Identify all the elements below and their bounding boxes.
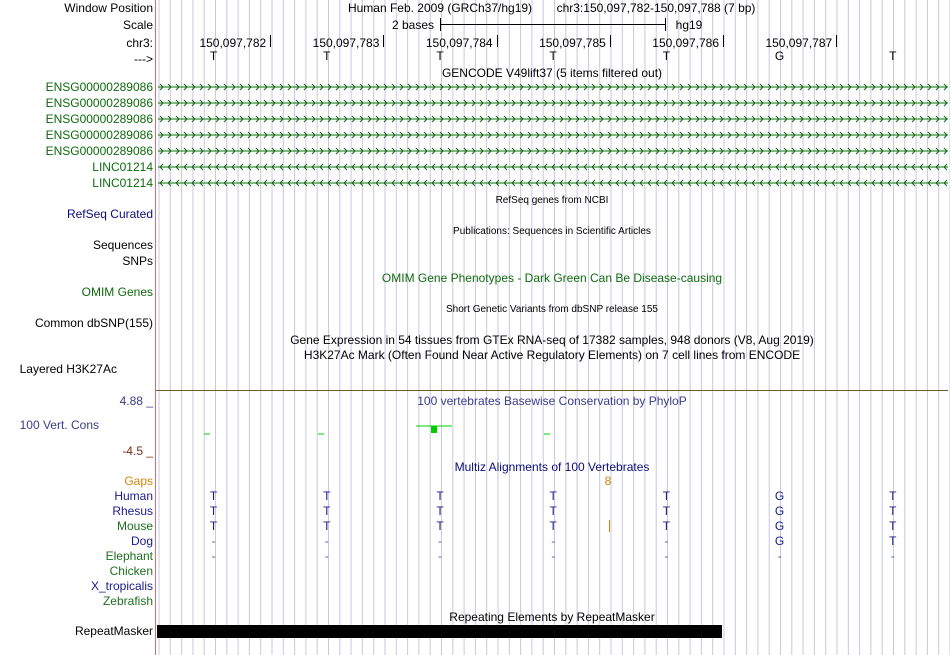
base-letter: T (209, 49, 218, 63)
h3k27ac-baseline (156, 390, 948, 391)
species-base: - (664, 534, 669, 548)
gencode-item-label[interactable]: ENSG00000289086 (45, 112, 153, 126)
species-base: G (774, 519, 785, 533)
dbsnp-title: Short Genetic Variants from dbSNP release 155 (446, 304, 658, 315)
base-letter: T (549, 49, 557, 63)
species-base: T (323, 504, 331, 518)
chrom-position-label: 150,097,783 (312, 36, 380, 50)
gencode-item-label[interactable]: ENSG00000289086 (45, 144, 153, 158)
cons-title: 100 vertebrates Basewise Conservation by PhyloP (417, 394, 687, 408)
chrom-tick (383, 35, 384, 47)
chrom-position-label: 150,097,786 (652, 36, 719, 50)
species-base: T (549, 519, 557, 533)
insertion-marker (609, 520, 610, 532)
species-base: - (324, 534, 329, 548)
scale-bar (440, 24, 666, 25)
repeatmasker-title: Repeating Elements by RepeatMasker (449, 610, 655, 624)
species-label[interactable]: Mouse (116, 519, 153, 533)
chrom-position-label: 150,097,784 (425, 36, 493, 50)
omim-title: OMIM Gene Phenotypes - Dark Green Can Be Disease-causing (381, 271, 723, 285)
scale-db: hg19 (675, 18, 703, 32)
base-letter: T (889, 49, 897, 63)
cons-max-label: 4.88 _ (119, 394, 153, 408)
species-label[interactable]: X_tropicalis (90, 579, 153, 593)
chrom-position-label: 150,097,787 (765, 36, 833, 50)
strand-label: ---> (134, 52, 153, 66)
gene-feature-line[interactable] (158, 146, 948, 156)
publications-title: Publications: Sequences in Scientific Articles (453, 226, 651, 237)
species-label[interactable]: Elephant (105, 549, 153, 563)
window-position-label: Window Position (64, 1, 153, 15)
species-base: T (209, 519, 218, 533)
species-base: - (777, 549, 782, 563)
species-label[interactable]: Human (114, 489, 153, 503)
species-base: G (774, 489, 785, 503)
track-left-border (155, 0, 156, 655)
gene-feature-line[interactable] (158, 82, 948, 92)
snps-label[interactable]: SNPs (122, 254, 153, 268)
species-base: T (889, 534, 897, 548)
coordinates-title: chr3:150,097,782-150,097,788 (7 bp) (556, 1, 756, 15)
cons-peak-bar (431, 426, 437, 433)
chrom-tick (497, 35, 498, 47)
species-base: T (662, 519, 671, 533)
refseq-title: RefSeq genes from NCBI (495, 195, 609, 206)
gencode-item-label[interactable]: ENSG00000289086 (45, 80, 153, 94)
species-base: T (436, 504, 444, 518)
species-label[interactable]: Zebrafish (102, 594, 153, 608)
species-base: T (323, 489, 331, 503)
species-label[interactable]: Dog (130, 534, 153, 548)
species-base: - (890, 549, 895, 563)
species-base: T (889, 489, 897, 503)
species-label[interactable]: Rhesus (112, 504, 153, 518)
dbsnp-label[interactable]: Common dbSNP(155) (34, 316, 153, 330)
h3k27ac-label[interactable]: Layered H3K27Ac (19, 362, 117, 376)
scale-label: Scale (122, 18, 153, 32)
gencode-item-label[interactable]: ENSG00000289086 (45, 96, 153, 110)
gene-feature-line[interactable] (158, 130, 948, 140)
species-base: - (551, 549, 556, 563)
base-letter: T (323, 49, 331, 63)
species-base: - (438, 549, 442, 563)
species-base: T (323, 519, 331, 533)
species-base: G (774, 534, 785, 548)
scale-span: 2 bases (391, 18, 435, 32)
chrom-tick (270, 35, 271, 47)
species-base: T (209, 489, 218, 503)
refseq-label[interactable]: RefSeq Curated (66, 207, 153, 221)
species-base: G (774, 504, 785, 518)
assembly-title: Human Feb. 2009 (GRCh37/hg19) (347, 1, 533, 15)
gap-count: 8 (604, 474, 612, 488)
base-letter: T (436, 49, 444, 63)
species-base: - (551, 534, 556, 548)
gene-feature-line[interactable] (158, 162, 948, 172)
species-base: T (889, 504, 897, 518)
species-base: T (662, 489, 671, 503)
species-base: - (664, 549, 669, 563)
species-label[interactable]: Chicken (109, 564, 153, 578)
repeatmasker-label[interactable]: RepeatMasker (74, 624, 153, 638)
species-base: T (889, 519, 897, 533)
chrom-tick (723, 35, 724, 47)
gaps-label[interactable]: Gaps (124, 474, 153, 488)
gencode-title: GENCODE V49lift37 (5 items filtered out) (441, 66, 663, 80)
chrom-position-label: 150,097,782 (199, 36, 267, 50)
gencode-item-label[interactable]: ENSG00000289086 (45, 128, 153, 142)
gene-feature-line[interactable] (158, 98, 948, 108)
sequences-label[interactable]: Sequences (92, 238, 153, 252)
h3k27ac-title: H3K27Ac Mark (Often Found Near Active Regulatory Elements) on 7 cell lines from ENCODE (303, 348, 801, 362)
gene-feature-line[interactable] (158, 114, 948, 124)
species-base: T (209, 504, 218, 518)
gencode-item-label[interactable]: LINC01214 (92, 160, 153, 174)
species-base: T (662, 504, 671, 518)
omim-label[interactable]: OMIM Genes (81, 285, 153, 299)
cons-min-label: -4.5 _ (122, 444, 153, 458)
chrom-position-label: 150,097,785 (539, 36, 606, 50)
base-letter: G (774, 49, 785, 63)
species-base: T (436, 519, 444, 533)
species-base: - (211, 549, 216, 563)
chrom-tick (610, 35, 611, 47)
species-base: - (211, 534, 216, 548)
scale-bar-left-tick (440, 18, 441, 31)
base-letter: T (662, 49, 671, 63)
species-base: T (549, 489, 557, 503)
scale-bar-right-tick (665, 18, 666, 31)
species-base: - (438, 534, 442, 548)
repeat-element-bar[interactable] (157, 625, 722, 638)
gencode-item-label[interactable]: LINC01214 (92, 176, 153, 190)
species-base: T (549, 504, 557, 518)
chrom-label: chr3: (126, 36, 153, 50)
chrom-tick (836, 35, 837, 47)
gtex-title: Gene Expression in 54 tissues from GTEx RNA-seq of 17382 samples, 948 donors (V8, Aug 2019) (290, 333, 814, 347)
cons-label[interactable]: 100 Vert. Cons (19, 418, 99, 432)
species-base: T (436, 489, 444, 503)
gene-feature-line[interactable] (158, 178, 948, 188)
multiz-title: Multiz Alignments of 100 Vertebrates (454, 460, 650, 474)
species-base: - (324, 549, 329, 563)
